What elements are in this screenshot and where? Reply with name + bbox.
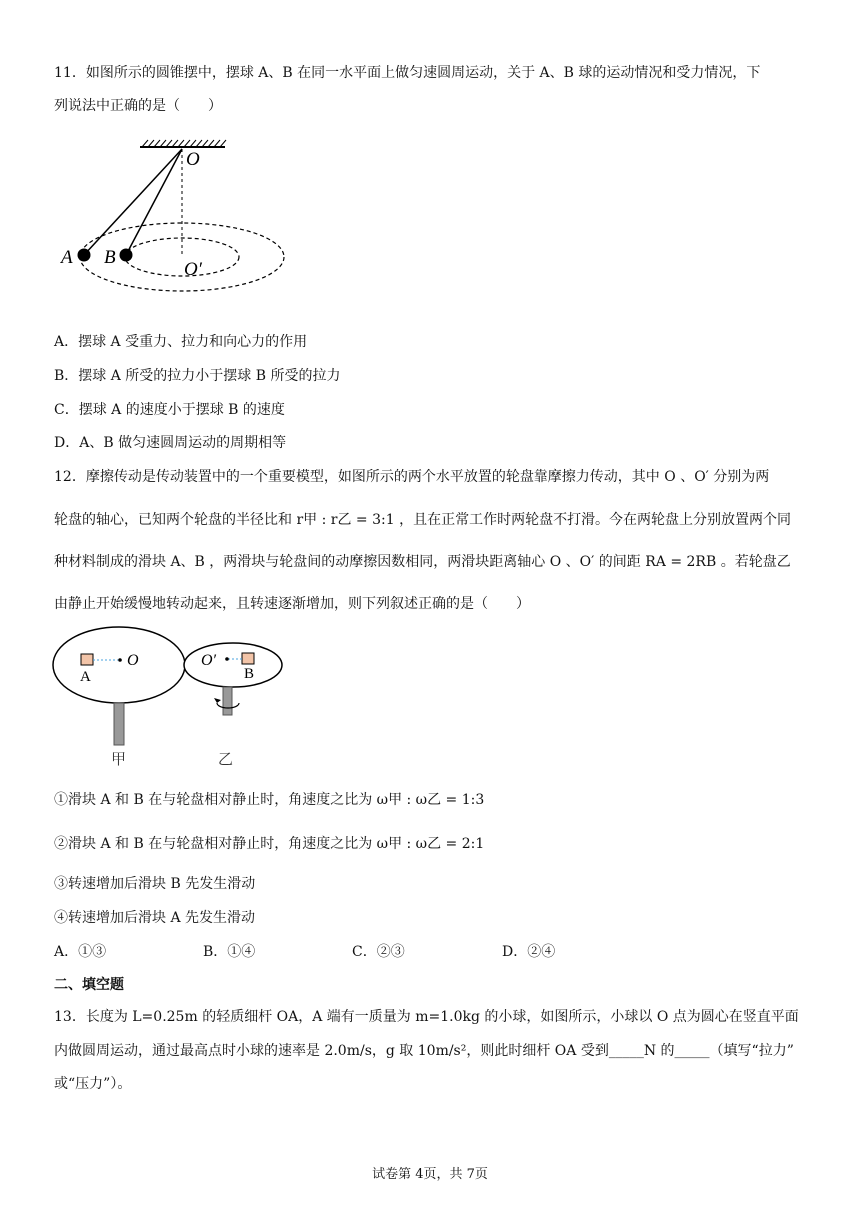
conical-pendulum-figure	[60, 135, 300, 305]
ceiling-hatch	[142, 140, 226, 147]
label-a: A	[61, 247, 73, 268]
label-b: B	[104, 247, 116, 268]
rotation-arrow-head	[214, 698, 221, 703]
label-a: A	[80, 669, 91, 685]
wheel-jia	[53, 627, 185, 703]
q12-stem-line2: 轮盘的轴心，已知两个轮盘的半径比和 r甲 : r乙 = 3:1 ，且在正常工作时两轮盘不打滑。今在两轮盘上分别放置两个同	[54, 512, 792, 528]
label-o-prime: O′	[201, 652, 217, 669]
q11-option-d: D．A、B 做匀速圆周运动的周期相等	[54, 435, 287, 451]
q12-stem-line4: 由静止开始缓慢地转动起来，且转速逐渐增加，则下列叙述正确的是（ ）	[54, 596, 530, 612]
q11-option-b: B．摆球 A 所受的拉力小于摆球 B 所受的拉力	[54, 368, 341, 384]
q11-option-a: A．摆球 A 受重力、拉力和向心力的作用	[54, 334, 308, 350]
q12-option-a: A．①③	[54, 944, 107, 960]
q12-statement-1: ①滑块 A 和 B 在与轮盘相对静止时，角速度之比为 ω甲 : ω乙 = 1:3	[54, 792, 485, 808]
q12-statement-2: ②滑块 A 和 B 在与轮盘相对静止时，角速度之比为 ω甲 : ω乙 = 2:1	[54, 836, 485, 852]
friction-wheels-figure	[52, 625, 292, 770]
page-footer: 试卷第 4页，共 7页	[372, 1167, 488, 1182]
label-jia: 甲	[111, 750, 127, 768]
q11-option-c: C．摆球 A 的速度小于摆球 B 的速度	[54, 402, 285, 418]
center-o-prime	[225, 657, 229, 661]
q13-stem-line2: 内做圆周运动，通过最高点时小球的速率是 2.0m/s，g 取 10m/s²，则此时细杆 OA 受到_____N 的_____（填写“拉力”	[54, 1043, 794, 1059]
wheel-yi	[184, 643, 282, 687]
label-b: B	[244, 666, 255, 682]
q12-option-d: D．②④	[502, 944, 556, 960]
q12-statement-4: ④转速增加后滑块 A 先发生滑动	[54, 910, 256, 926]
q11-stem-line2: 列说法中正确的是（ ）	[54, 98, 222, 114]
q13-stem-line3: 或“压力”）。	[54, 1076, 132, 1092]
center-o	[118, 658, 122, 662]
q11-stem-line1: 11．如图所示的圆锥摆中，摆球 A、B 在同一水平面上做匀速圆周运动，关于 A、B 球的运动情况和受力情况，下	[54, 65, 761, 81]
block-a	[81, 654, 93, 665]
shaft-jia	[114, 703, 124, 745]
q12-option-b: B．①④	[203, 944, 256, 960]
label-o: O	[186, 149, 200, 170]
q13-stem-line1: 13．长度为 L=0.25m 的轻质细杆 OA，A 端有一质量为 m=1.0kg 的小球，如图所示，小球以 O 点为圆心在竖直平面	[54, 1009, 799, 1025]
string-b	[126, 149, 182, 255]
label-yi: 乙	[218, 750, 234, 768]
ball-a	[78, 249, 91, 262]
shaft-yi	[223, 687, 232, 715]
block-b	[242, 653, 254, 664]
q12-option-c: C．②③	[352, 944, 405, 960]
section-title-fill-in: 二、填空题	[54, 977, 124, 993]
label-o: O	[127, 652, 139, 669]
q12-statement-3: ③转速增加后滑块 B 先发生滑动	[54, 876, 256, 892]
q12-stem-line1: 12．摩擦传动是传动装置中的一个重要模型，如图所示的两个水平放置的轮盘靠摩擦力传动，其中 O 、O′ 分别为两	[54, 469, 770, 485]
label-o-prime: O′	[184, 259, 202, 280]
ball-b	[120, 249, 133, 262]
q12-stem-line3: 种材料制成的滑块 A、B ，两滑块与轮盘间的动摩擦因数相同，两滑块距离轴心 O 、O′ 的间距 RA = 2RB 。若轮盘乙	[54, 554, 791, 570]
